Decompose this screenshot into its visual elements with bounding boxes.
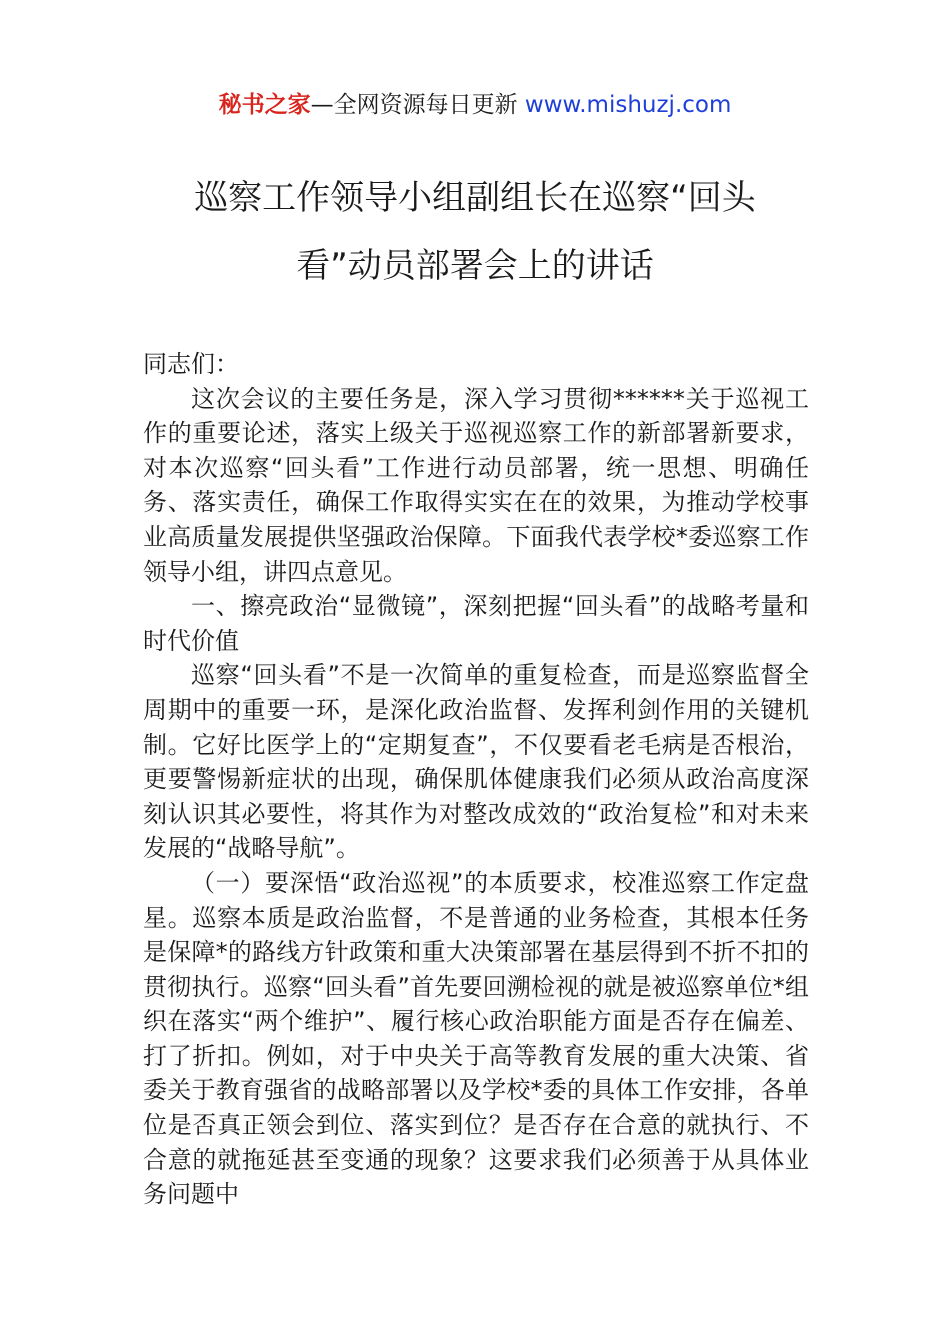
site-header [0, 88, 950, 122]
paragraph-intro: 这次会议的主要任务是，深入学习贯彻******关于巡视工作的重要论述，落实上级关于巡视巡察工作的新部署新要求，对本次巡察“回头看”工作进行动员部署，统一思想、明确任务、落实责任，确保工作取得实实在在的效果，为推动学校事业高质量发展提供坚强政治保障。下面我代表学校*委巡察工作领导小组，讲四点意见。 [143, 384, 809, 586]
title-line-1: 巡察工作领导小组副组长在巡察“回头 [194, 178, 756, 218]
brand-name: 秘书之家 [218, 92, 311, 118]
salutation: 同志们： [143, 350, 239, 378]
section-heading-1: 一、擦亮政治“显微镜”，深刻把握“回头看”的战略考量和时代价值 [143, 592, 809, 655]
paragraph-section-1: 巡察“回头看”不是一次简单的重复检查，而是巡察监督全周期中的重要一环，是深化政治监督、发挥利剑作用的关键机制。它好比医学上的“定期复查”，不仅要看老毛病是否根治，更要警惕新症状的出现，确保肌体健康我们必须从政治高度深刻认识其必要性，将其作为对整改成效的“政治复检”和对未来发展的“战略导航”。 [143, 661, 809, 863]
site-url-link[interactable]: www.mishuzj.com [524, 92, 732, 118]
paragraph-subsection-1: （一）要深悟“政治巡视”的本质要求，校准巡察工作定盘星。巡察本质是政治监督，不是普通的业务检查，其根本任务是保障*的路线方针政策和重大决策部署在基层得到不折不扣的贯彻执行。巡察“回头看”首先要回溯检视的就是被巡察单位*组织在落实“两个维护”、履行核心政治职能方面是否存在偏差、打了折扣。例如，对于中央关于高等教育发展的重大决策、省委关于教育强省的战略部署以及学校*委的具体工作安排，各单位是否真正领会到位、落实到位？是否存在合意的就执行、不合意的就拖延甚至变通的现象？这要求我们必须善于从具体业务问题中 [143, 868, 809, 1209]
header-slogan: —全网资源每日更新 [310, 92, 525, 118]
document-title [100, 170, 850, 306]
document-body [143, 347, 809, 1212]
title-line-2: 看”动员部署会上的讲话 [296, 246, 654, 286]
